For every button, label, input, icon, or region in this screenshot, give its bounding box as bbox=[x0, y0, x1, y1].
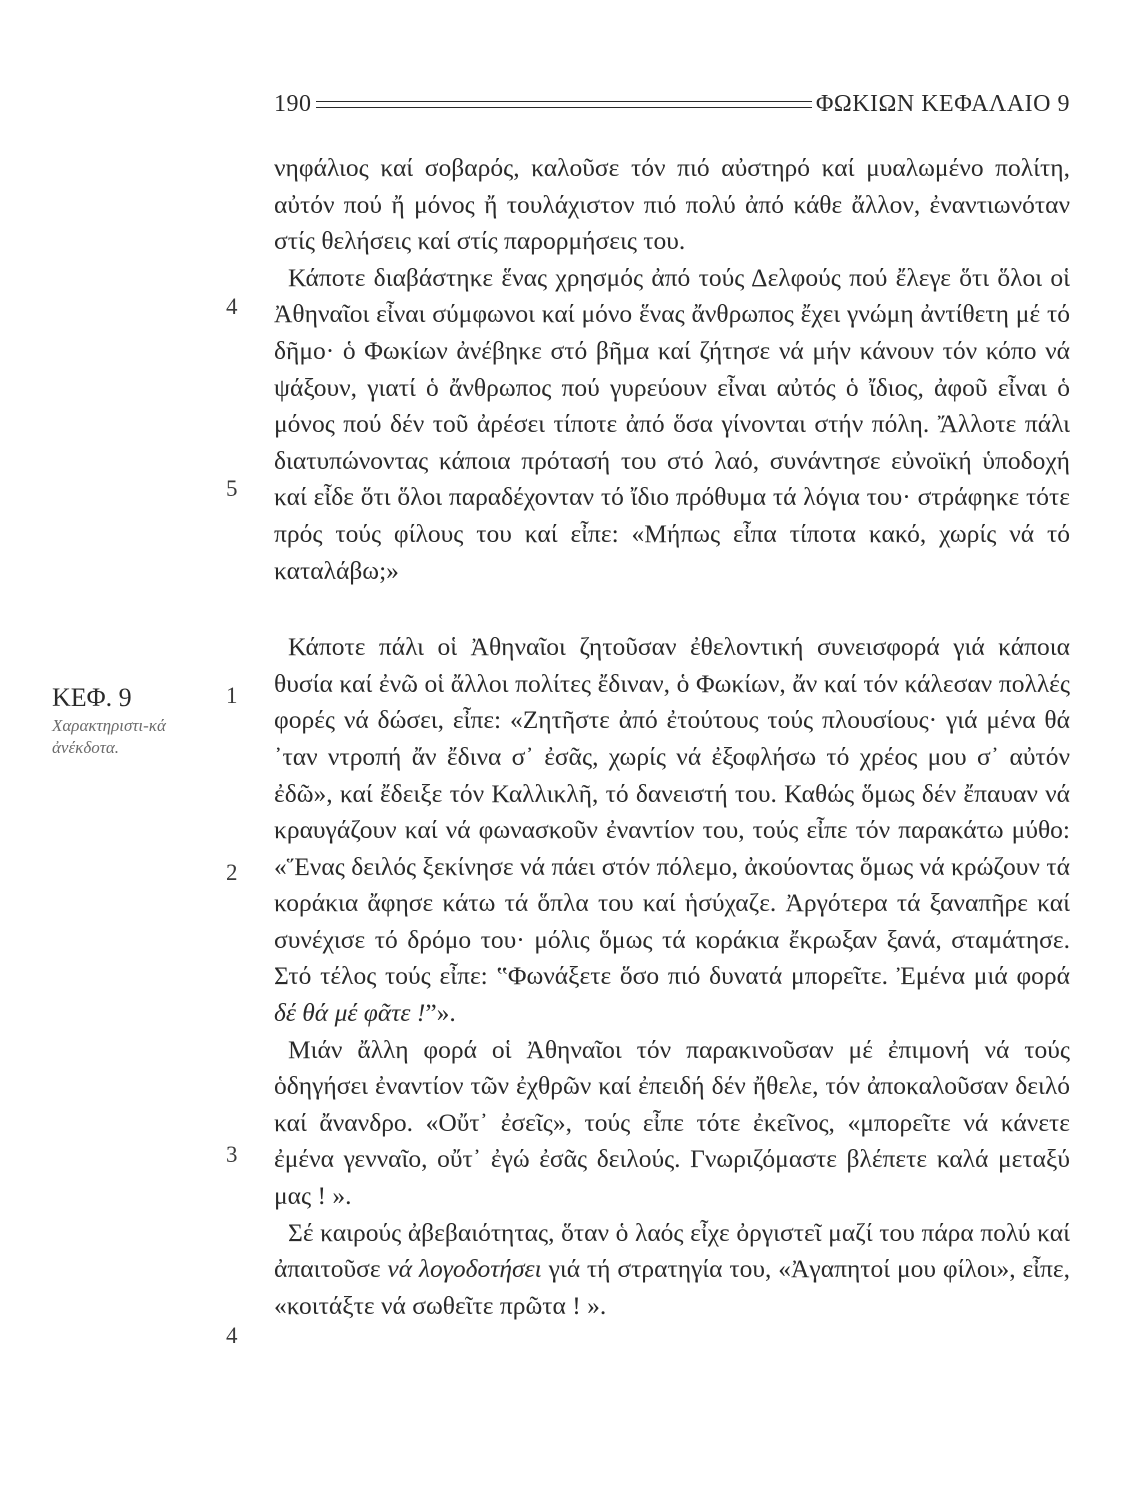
running-header bbox=[274, 88, 1070, 120]
body-text bbox=[274, 150, 1070, 1324]
text-run: Σέ καιρούς ἀβεβαιότητας, ὅταν ὁ λαός εἶχε ὀργιστεῖ μαζί του πάρα πολύ καί ἀπαιτοῦσε bbox=[274, 1217, 1070, 1284]
page-number: 190 bbox=[274, 90, 312, 117]
paragraph: Κάποτε διαβάστηκε ἕνας χρησμός ἀπό τούς Δελφούς πού ἔλεγε ὅτι ὅλοι οἱ Ἀθηναῖοι εἶναι σύμφωνοι καί μόνο ἕνας ἄνθρωπος ἔχει γνώμη ἀντίθετη μέ τό δῆμο· ὁ Φωκίων ἀνέβηκε στό βῆμα καί ζήτησε νά μήν κάνουν τόν κόπο νά ψάξουν, γιατί ὁ ἄνθρωπος πού γυρεύουν εἶναι αὐτός ὁ ἴδιος, ἀφοῦ εἶναι ὁ μόνος πού δέν τοῦ ἀρέσει τίποτε ἀπό ὅσα γίνονται στήν πόλη. Ἄλλοτε πάλι διατυπώνοντας κάποια πρότασή του στό λαό, συνάντησε εὐνοϊκή ὑποδοχή καί εἶδε ὅτι ὅλοι παραδέχονταν τό ἴδιο πρόθυμα τά λόγια του· στράφηκε τότε πρός τούς φίλους του καί εἶπε: «Μήπως εἶπα τίποτα κακό, χωρίς νά τό καταλάβω;» bbox=[274, 262, 1070, 585]
running-title: ΦΩΚΙΩΝ ΚΕΦΑΛΑΙΟ 9 bbox=[815, 90, 1070, 117]
line-number: 2 bbox=[226, 860, 238, 885]
paragraph: Μιάν ἄλλη φορά οἱ Ἀθηναῖοι τόν παρακινοῦσαν μέ ἐπιμονή νά τούς ὁδηγήσει ἐναντίον τῶν ἐχθρῶν καί ἐπειδή δέν ἤθελε, τόν ἀποκαλοῦσαν δειλό καί ἄνανδρο. «Οὔτ᾽ ἐσεῖς», τούς εἶπε τότε ἐκεῖνος, «μπορεῖτε νά κάνετε ἐμένα γενναῖο, οὔτ᾽ ἐγώ ἐσᾶς δειλούς. Γνωριζόμαστε βλέπετε καλά μεταξύ μας ! ». bbox=[274, 1034, 1070, 1211]
italic-run: νά λογοδοτήσει bbox=[387, 1254, 542, 1284]
italic-run: δέ θά μέ φᾶτε ! bbox=[274, 998, 426, 1028]
text-run: γιά τή στρατηγία του, «Ἀγαπητοί μου φίλοι», εἶπε, «κοιτάξτε νά σωθεῖτε πρῶτα ! ». bbox=[274, 1254, 1070, 1320]
line-number: 1 bbox=[226, 683, 238, 708]
chapter-margin-note bbox=[52, 683, 212, 759]
paragraph bbox=[274, 1215, 1070, 1325]
chapter-subtitle: Χαρακτηριστι-κά ἀνέκδοτα. bbox=[52, 716, 166, 757]
line-number: 4 bbox=[226, 1323, 238, 1348]
line-number: 4 bbox=[226, 294, 238, 319]
paragraph: νηφάλιος καί σοβαρός, καλοῦσε τόν πιό αὐστηρό καί μυαλωμένο πολίτη, αὐτόν πού ἤ μόνος ἤ τουλάχιστον πιό πολύ ἀπό κάθε ἄλλον, ἐναντιωνόταν στίς θελήσεις καί στίς παρορμήσεις του. bbox=[274, 153, 1070, 256]
header-double-rule bbox=[316, 101, 812, 108]
text-run: Κάποτε πάλι οἱ Ἀθηναῖοι ζητοῦσαν ἐθελοντική συνεισφορά γιά κάποια θυσία καί ἐνῶ οἱ ἄλλοι πολίτες ἔδιναν, ὁ Φωκίων, ἄν καί τόν κάλεσαν πολλές φορές νά δώσει, εἶπε: «Ζητῆστε ἀπό ἐτούτους τούς πλουσίους· γιά μένα θά ᾽ταν ντροπή ἄν ἔδινα σ᾽ ἐσᾶς, χωρίς νά ἐξοφλήσω τό χρέος μου σ᾽ αὐτόν ἐδῶ», καί ἔδειξε τόν Καλλικλῆ, τό δανειστή του. Καθώς ὅμως δέν ἔπαυαν νά κραυγάζουν καί νά φωνασκοῦν ἐναντίον του, τούς εἶπε τόν παρακάτω μύθο: «Ἕνας δειλός ξεκίνησε νά πάει στόν πόλεμο, ἀκούοντας ὅμως νά κρώζουν τά κοράκια ἄφησε κάτω τά ὅπλα του καί ἡσύχαζε. Ἀργότερα τά ξαναπῆρε καί συνέχισε τό δρόμο του· μόλις ὅμως τά κοράκια ἔκρωξαν ξανά, σταμάτησε. Στό τέλος τούς εἶπε: ‟Φωνάξετε ὅσο πιό δυνατά μπορεῖτε. Ἐμένα μιά φορά bbox=[274, 632, 1070, 991]
chapter-label: ΚΕΦ. 9 bbox=[52, 683, 132, 712]
line-number: 3 bbox=[226, 1142, 238, 1167]
text-run: ”». bbox=[425, 998, 456, 1028]
paragraph bbox=[274, 629, 1070, 1032]
line-number: 5 bbox=[226, 476, 238, 501]
